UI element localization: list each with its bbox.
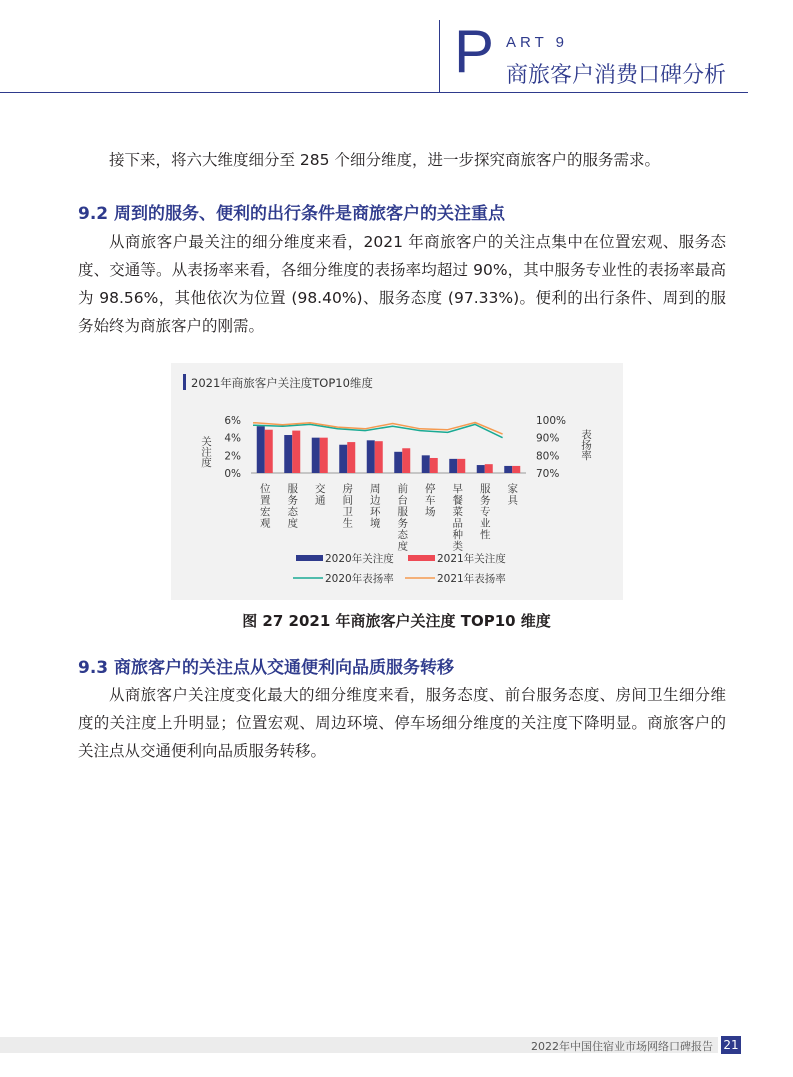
bar-2021 (265, 430, 273, 473)
right-tick-label: 80% (536, 450, 560, 463)
category-label: 服务态度 (286, 483, 299, 529)
bar-2021 (457, 459, 465, 473)
bar-2021 (485, 464, 493, 473)
left-axis-label: 关注度 (200, 436, 212, 468)
left-tick-label: 6% (224, 415, 241, 427)
chapter-title: 商旅客户消费口碑分析 (506, 63, 727, 88)
header-vertical-rule (439, 20, 440, 92)
category-label: 停车场 (423, 483, 436, 518)
chart-panel (171, 363, 623, 600)
left-tick-label: 2% (224, 450, 241, 463)
legend-label: 2021年表扬率 (437, 573, 506, 585)
header-rule (0, 92, 748, 93)
left-tick-label: 4% (224, 432, 241, 445)
legend-label: 2020年表扬率 (325, 573, 394, 585)
category-label: 周边环境 (368, 483, 381, 529)
bar-2020 (339, 445, 347, 473)
legend-label: 2021年关注度 (437, 553, 506, 565)
bar-2020 (422, 455, 430, 473)
bar-2021 (402, 448, 410, 473)
bar-2021 (320, 438, 328, 473)
section-9-2-heading: 9.2 周到的服务、便利的出行条件是商旅客户的关注重点 (78, 204, 506, 224)
right-tick-label: 100% (536, 415, 567, 427)
section-9-2-body: 从商旅客户最关注的细分维度来看，2021 年商旅客户的关注点集中在位置宏观、服务态度、交通等。从表扬率来看，各细分维度的表扬率均超过 90%，其中服务专业性的表扬率最高为 98.56%，其他依次为位置 (98.40%)、服务态度 (97.33%)。便利的出行条件、周到的服务始终为商旅客户的刚需。 (78, 233, 726, 335)
category-label: 家具 (506, 483, 519, 506)
category-label: 早餐菜品种类 (451, 483, 464, 552)
category-label: 房间卫生 (341, 483, 354, 529)
bar-2020 (394, 452, 402, 473)
bar-2020 (312, 438, 320, 473)
bar-2021 (292, 431, 300, 473)
bar-2020 (504, 466, 512, 473)
bar-2020 (367, 440, 375, 473)
category-label: 服务专业性 (478, 483, 491, 541)
bar-2020 (257, 426, 265, 473)
intro-paragraph: 接下来，将六大维度细分至 285 个细分维度，进一步探究商旅客户的服务需求。 (109, 151, 660, 169)
figure-caption: 图 27 2021 年商旅客户关注度 TOP10 维度 (242, 612, 551, 630)
attention-chart (171, 363, 623, 600)
footer-text: 2022年中国住宿业市场网络口碑报告 (531, 1040, 713, 1053)
bar-2020 (284, 435, 292, 473)
category-label: 位置宏观 (258, 483, 271, 529)
right-tick-label: 70% (536, 468, 560, 480)
bar-2021 (375, 441, 383, 473)
category-label: 交通 (313, 483, 326, 506)
right-tick-label: 90% (536, 432, 560, 445)
category-label: 前台服务态度 (396, 483, 409, 552)
bar-2021 (430, 458, 438, 473)
bar-2020 (449, 459, 457, 473)
part-letter: P (454, 18, 495, 85)
right-axis-label: 表扬率 (580, 429, 592, 461)
chart-title: 2021年商旅客户关注度TOP10维度 (191, 376, 373, 390)
left-tick-label: 0% (224, 468, 241, 480)
section-9-3-body: 从商旅客户关注度变化最大的细分维度来看，服务态度、前台服务态度、房间卫生细分维度的关注度上升明显；位置宏观、周边环境、停车场细分维度的关注度下降明显。商旅客户的关注点从交通便利向品质服务转移。 (78, 686, 726, 760)
chart-title-marker (183, 374, 186, 390)
bar-2021 (347, 442, 355, 473)
legend-swatch (408, 555, 435, 561)
part-label: ART 9 (506, 34, 568, 51)
page-number: 21 (721, 1036, 741, 1054)
bar-2021 (512, 466, 520, 473)
legend-swatch (296, 555, 323, 561)
legend-label: 2020年关注度 (325, 553, 394, 565)
section-9-3-heading: 9.3 商旅客户的关注点从交通便利向品质服务转移 (78, 658, 455, 678)
bar-2020 (477, 465, 485, 473)
